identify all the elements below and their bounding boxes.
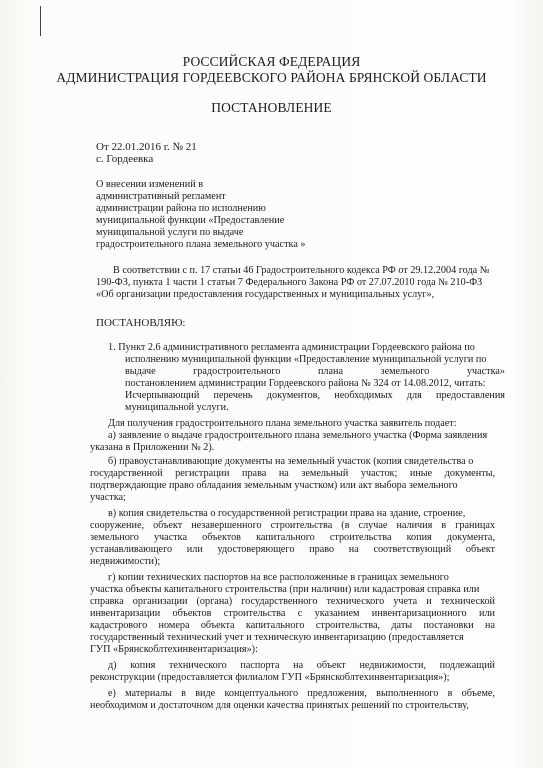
body-line: г) копии технических паспортов на все расположенные в границах земельного bbox=[108, 572, 449, 583]
body-line: подтверждающие право обладания земельным участком) или акт выбора земельного bbox=[90, 480, 458, 491]
header-administration: АДМИНИСТРАЦИЯ ГОРДЕЕВСКОГО РАЙОНА БРЯНСКОЙ ОБЛАСТИ bbox=[56, 70, 487, 85]
body-line: указана в Приложении № 2). bbox=[90, 442, 215, 453]
body-line: земельного участка объектов капитального строительства копия документа, bbox=[90, 532, 495, 543]
subject-line: градостроительного плана земельного участка » bbox=[96, 239, 306, 250]
subject-line: администрации района по исполнению bbox=[96, 203, 266, 214]
body-line: недвижимости); bbox=[90, 556, 161, 567]
body-line: Исчерпывающий перечень документов, необходимых для предоставления bbox=[125, 390, 505, 401]
body-line: выдаче градостроительного плана земельного участка» bbox=[125, 366, 505, 377]
subject-line: муниципальной услуги по выдаче bbox=[96, 227, 244, 238]
preamble-line: «Об организации предоставления государственных и муниципальных услуг», bbox=[96, 289, 435, 300]
place: с. Гордеевка bbox=[96, 153, 154, 165]
document-type: ПОСТАНОВЛЕНИЕ bbox=[211, 100, 332, 115]
body-line: а) заявление о выдаче градостроительного плана земельного участка (Форма заявления bbox=[108, 430, 488, 441]
body-line: е) материалы в виде концептуального предложения, выполненного в объеме, bbox=[108, 688, 495, 699]
preamble-line: В соответствии с п. 17 статьи 46 Градостроительного кодекса РФ от 29.12.2004 года № bbox=[113, 265, 490, 276]
decree-heading: ПОСТАНОВЛЯЮ: bbox=[96, 317, 186, 329]
body-line: участка объекты капитального строительства (при наличии) или кадастровая справка или bbox=[90, 584, 480, 595]
body-line: д) копия технического паспорта на объект недвижимости, подлежащий bbox=[108, 660, 495, 671]
body-line: необходимом и достаточном для оценки качества принятых решений по строительству, bbox=[90, 700, 469, 711]
body-line: государственной регистрации права на земельный участок; иные документы, bbox=[90, 468, 495, 479]
subject-line: административный регламент bbox=[96, 191, 226, 202]
body-line: сооружение, объект незавершенного строительства (в случае наличия в границах bbox=[90, 520, 495, 531]
body-line: кадастрового номера объекта капитального строительства, даты постановки на bbox=[90, 620, 495, 631]
body-line: постановлением администрации Гордеевского района № 324 от 14.08.2012, читать: bbox=[125, 378, 486, 389]
date-number: От 22.01.2016 г. № 21 bbox=[96, 141, 197, 153]
margin-mark bbox=[40, 6, 41, 36]
body-line: 1. Пункт 2.6 административного регламента администрации Гордеевского района по bbox=[108, 342, 475, 353]
body-line: б) правоустанавливающие документы на земельный участок (копия свидетельства о bbox=[108, 456, 474, 467]
subject-line: муниципальной функции «Предоставление bbox=[96, 215, 285, 226]
body-line: устанавливающего или удостоверяющего право на соответствующий объект bbox=[90, 544, 495, 555]
body-line: справка организации (органа) государственного технического учета и технической bbox=[90, 596, 495, 607]
body-line: в) копия свидетельства о государственной регистрации права на здание, строение, bbox=[108, 508, 466, 519]
preamble-line: 190-ФЗ, пункта 1 части 1 статьи 7 Федерального Закона РФ от 27.07.2010 года № 210-ФЗ bbox=[96, 277, 483, 288]
body-line: ГУП «Брянскоблтехинвентаризация»): bbox=[90, 644, 258, 655]
body-line: участка; bbox=[90, 492, 126, 503]
body-line: муниципальной услуги. bbox=[125, 402, 229, 413]
body-line: инвентаризации объектов строительства с указанием инвентаризационного или bbox=[90, 608, 495, 619]
body-line: реконструкции (предоставляется филиалом ГУП «Брянскоблтехинвентаризация»); bbox=[90, 672, 450, 683]
body-line: исполнению муниципальной функции «Предоставление муниципальной услуги по bbox=[125, 354, 487, 365]
header-federation: РОССИЙСКАЯ ФЕДЕРАЦИЯ bbox=[182, 54, 361, 69]
body-line: Для получения градостроительного плана земельного участка заявитель подает: bbox=[108, 418, 457, 429]
subject-line: О внесении изменений в bbox=[96, 179, 203, 190]
body-line: государственный технический учет и техническую инвентаризацию (предоставляется bbox=[90, 632, 464, 643]
